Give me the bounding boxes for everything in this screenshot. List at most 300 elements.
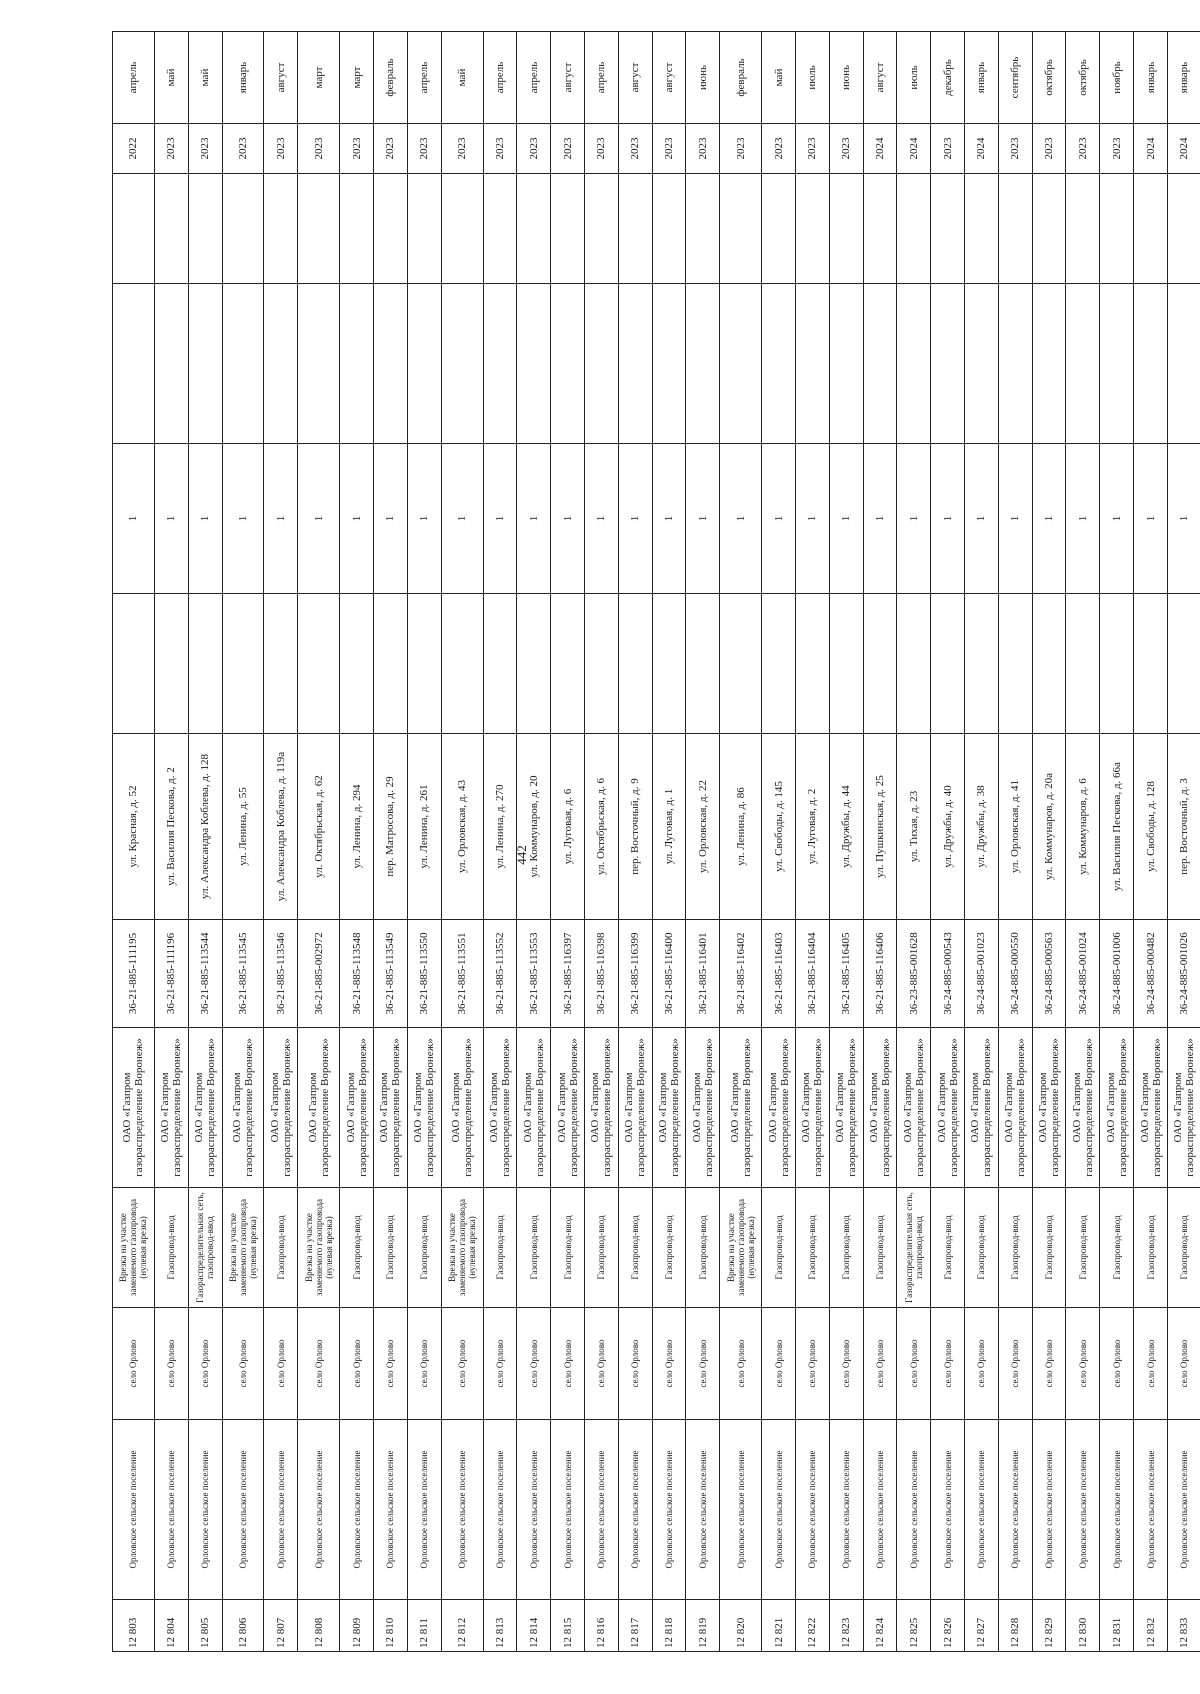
cell-object-type: Газопровод-ввод <box>863 1188 897 1308</box>
cell-number: 12 827 <box>965 1600 999 1652</box>
cell-month: август <box>652 32 686 124</box>
cell-object-type: Газопровод-ввод <box>686 1188 720 1308</box>
cell-owner: ОАО «Газпром газораспределение Воронеж» <box>340 1028 374 1188</box>
cell-empty <box>113 594 155 734</box>
cell-owner: ОАО «Газпром газораспределение Воронеж» <box>298 1028 340 1188</box>
cell-address: ул. Александра Коблева, д. 119а <box>264 734 298 920</box>
cell-empty <box>1100 594 1134 734</box>
cell-address: ул. Коммунаров, д. 6 <box>1066 734 1100 920</box>
cell-object-type: Газораспределительная сеть, газопровод-ввод <box>897 1188 931 1308</box>
cell-count: 1 <box>517 444 551 594</box>
cell-number: 12 819 <box>686 1600 720 1652</box>
cell-empty <box>483 594 517 734</box>
cell-empty <box>897 284 931 444</box>
cell-empty <box>298 594 340 734</box>
cell-village: село Орлово <box>931 1308 965 1420</box>
cell-empty <box>931 174 965 284</box>
cell-empty <box>652 594 686 734</box>
cell-month: июль <box>795 32 829 124</box>
cell-owner: ОАО «Газпром газораспределение Воронеж» <box>374 1028 408 1188</box>
table-row <box>762 32 796 1652</box>
cell-empty <box>720 284 762 444</box>
cell-month: март <box>340 32 374 124</box>
cell-empty <box>551 594 585 734</box>
cell-empty <box>965 284 999 444</box>
cell-settlement: Орловское сельское поселение <box>113 1420 155 1600</box>
cell-owner: ОАО «Газпром газораспределение Воронеж» <box>1167 1028 1200 1188</box>
cell-year: 2023 <box>1066 124 1100 174</box>
cell-year: 2023 <box>551 124 585 174</box>
cell-empty <box>652 174 686 284</box>
cell-settlement: Орловское сельское поселение <box>154 1420 188 1600</box>
cell-count: 1 <box>483 444 517 594</box>
cell-owner: ОАО «Газпром газораспределение Воронеж» <box>264 1028 298 1188</box>
gas-objects-table <box>112 31 1200 1652</box>
cell-empty <box>483 284 517 444</box>
cell-owner: ОАО «Газпром газораспределение Воронеж» <box>829 1028 863 1188</box>
cell-number: 12 808 <box>298 1600 340 1652</box>
cell-number: 12 822 <box>795 1600 829 1652</box>
cell-number: 12 806 <box>222 1600 264 1652</box>
cell-empty <box>407 594 441 734</box>
cell-object-type: Газопровод-ввод <box>762 1188 796 1308</box>
cell-address: ул. Свободы, д. 145 <box>762 734 796 920</box>
cell-settlement: Орловское сельское поселение <box>998 1420 1032 1600</box>
cell-owner: ОАО «Газпром газораспределение Воронеж» <box>1032 1028 1066 1188</box>
cell-owner: ОАО «Газпром газораспределение Воронеж» <box>113 1028 155 1188</box>
cell-month: апрель <box>517 32 551 124</box>
cell-empty <box>374 594 408 734</box>
cell-empty <box>188 174 222 284</box>
table-row <box>1100 32 1134 1652</box>
cell-village: село Орлово <box>720 1308 762 1420</box>
cell-owner: ОАО «Газпром газораспределение Воронеж» <box>551 1028 585 1188</box>
table-row <box>686 32 720 1652</box>
cell-object-type: Газопровод-ввод <box>931 1188 965 1308</box>
cell-count: 1 <box>1134 444 1168 594</box>
cell-object-type: Газопровод-ввод <box>795 1188 829 1308</box>
cell-empty <box>1066 594 1100 734</box>
cell-empty <box>686 594 720 734</box>
cell-village: село Орлово <box>374 1308 408 1420</box>
cell-address: ул. Пушкинская, д. 25 <box>863 734 897 920</box>
cell-cadastral-number: 36-24-885-000543 <box>931 920 965 1028</box>
cell-empty <box>897 594 931 734</box>
cell-count: 1 <box>829 444 863 594</box>
cell-count: 1 <box>407 444 441 594</box>
table-row <box>585 32 619 1652</box>
cell-empty <box>188 284 222 444</box>
cell-count: 1 <box>374 444 408 594</box>
table-row <box>113 32 155 1652</box>
cell-empty <box>154 284 188 444</box>
cell-address: ул. Орловская, д. 43 <box>441 734 483 920</box>
table-row <box>340 32 374 1652</box>
cell-cadastral-number: 36-24-885-001024 <box>1066 920 1100 1028</box>
cell-month: январь <box>965 32 999 124</box>
cell-empty <box>829 594 863 734</box>
cell-owner: ОАО «Газпром газораспределение Воронеж» <box>188 1028 222 1188</box>
table-row <box>1167 32 1200 1652</box>
cell-object-type: Газопровод-ввод <box>998 1188 1032 1308</box>
cell-settlement: Орловское сельское поселение <box>1134 1420 1168 1600</box>
cell-number: 12 824 <box>863 1600 897 1652</box>
cell-settlement: Орловское сельское поселение <box>551 1420 585 1600</box>
cell-village: село Орлово <box>264 1308 298 1420</box>
cell-address: ул. Октябрьская, д. 62 <box>298 734 340 920</box>
table-row <box>998 32 1032 1652</box>
cell-month: август <box>551 32 585 124</box>
cell-village: село Орлово <box>863 1308 897 1420</box>
cell-village: село Орлово <box>340 1308 374 1420</box>
table-row <box>407 32 441 1652</box>
cell-owner: ОАО «Газпром газораспределение Воронеж» <box>998 1028 1032 1188</box>
cell-number: 12 816 <box>585 1600 619 1652</box>
cell-year: 2023 <box>618 124 652 174</box>
cell-object-type: Газопровод-ввод <box>264 1188 298 1308</box>
cell-village: село Орлово <box>1100 1308 1134 1420</box>
cell-cadastral-number: 36-21-885-113550 <box>407 920 441 1028</box>
cell-owner: ОАО «Газпром газораспределение Воронеж» <box>686 1028 720 1188</box>
cell-object-type: Газопровод-ввод <box>1167 1188 1200 1308</box>
cell-settlement: Орловское сельское поселение <box>483 1420 517 1600</box>
cell-address: ул. Красная, д. 52 <box>113 734 155 920</box>
cell-empty <box>931 594 965 734</box>
cell-owner: ОАО «Газпром газораспределение Воронеж» <box>222 1028 264 1188</box>
cell-empty <box>340 284 374 444</box>
cell-village: село Орлово <box>407 1308 441 1420</box>
cell-address: ул. Луговая, д. 2 <box>795 734 829 920</box>
cell-month: май <box>154 32 188 124</box>
cell-cadastral-number: 36-24-885-000482 <box>1134 920 1168 1028</box>
cell-empty <box>374 284 408 444</box>
cell-month: октябрь <box>1066 32 1100 124</box>
cell-year: 2024 <box>863 124 897 174</box>
cell-owner: ОАО «Газпром газораспределение Воронеж» <box>652 1028 686 1188</box>
cell-owner: ОАО «Газпром газораспределение Воронеж» <box>897 1028 931 1188</box>
cell-empty <box>762 594 796 734</box>
cell-empty <box>1032 174 1066 284</box>
cell-year: 2023 <box>795 124 829 174</box>
cell-empty <box>931 284 965 444</box>
document-table-area <box>112 32 1200 1652</box>
cell-settlement: Орловское сельское поселение <box>340 1420 374 1600</box>
table-row <box>897 32 931 1652</box>
cell-owner: ОАО «Газпром газораспределение Воронеж» <box>762 1028 796 1188</box>
cell-year: 2024 <box>965 124 999 174</box>
cell-empty <box>686 174 720 284</box>
cell-number: 12 828 <box>998 1600 1032 1652</box>
cell-year: 2023 <box>585 124 619 174</box>
cell-month: январь <box>222 32 264 124</box>
cell-empty <box>154 174 188 284</box>
cell-empty <box>551 284 585 444</box>
cell-empty <box>720 594 762 734</box>
cell-year: 2023 <box>1100 124 1134 174</box>
cell-year: 2023 <box>686 124 720 174</box>
cell-number: 12 830 <box>1066 1600 1100 1652</box>
table-row <box>441 32 483 1652</box>
cell-count: 1 <box>795 444 829 594</box>
cell-settlement: Орловское сельское поселение <box>965 1420 999 1600</box>
cell-owner: ОАО «Газпром газораспределение Воронеж» <box>517 1028 551 1188</box>
cell-cadastral-number: 36-21-885-116402 <box>720 920 762 1028</box>
cell-cadastral-number: 36-21-885-113551 <box>441 920 483 1028</box>
cell-count: 1 <box>222 444 264 594</box>
cell-number: 12 814 <box>517 1600 551 1652</box>
table-row <box>829 32 863 1652</box>
cell-month: май <box>188 32 222 124</box>
cell-month: апрель <box>407 32 441 124</box>
cell-empty <box>1134 284 1168 444</box>
cell-owner: ОАО «Газпром газораспределение Воронеж» <box>863 1028 897 1188</box>
table-row <box>931 32 965 1652</box>
cell-month: июль <box>897 32 931 124</box>
cell-object-type: Врезка на участке заменяемого газопровода (нулевая врезка) <box>298 1188 340 1308</box>
cell-count: 1 <box>264 444 298 594</box>
cell-settlement: Орловское сельское поселение <box>374 1420 408 1600</box>
cell-number: 12 804 <box>154 1600 188 1652</box>
cell-address: ул. Луговая, д. 6 <box>551 734 585 920</box>
cell-month: июнь <box>686 32 720 124</box>
cell-address: ул. Коммунаров, д. 20 <box>517 734 551 920</box>
cell-year: 2023 <box>188 124 222 174</box>
cell-owner: ОАО «Газпром газораспределение Воронеж» <box>1100 1028 1134 1188</box>
cell-object-type: Газопровод-ввод <box>1100 1188 1134 1308</box>
cell-empty <box>585 174 619 284</box>
cell-address: ул. Ленина, д. 261 <box>407 734 441 920</box>
cell-month: апрель <box>483 32 517 124</box>
cell-object-type: Газопровод-ввод <box>1134 1188 1168 1308</box>
cell-year: 2023 <box>441 124 483 174</box>
cell-count: 1 <box>720 444 762 594</box>
cell-object-type: Врезка на участке заменяемого газопровода (нулевая врезка) <box>113 1188 155 1308</box>
cell-address: ул. Орловская, д. 41 <box>998 734 1032 920</box>
cell-count: 1 <box>298 444 340 594</box>
cell-owner: ОАО «Газпром газораспределение Воронеж» <box>1134 1028 1168 1188</box>
cell-year: 2023 <box>998 124 1032 174</box>
cell-address: пер. Матросова, д. 29 <box>374 734 408 920</box>
cell-object-type: Газопровод-ввод <box>618 1188 652 1308</box>
cell-empty <box>1100 284 1134 444</box>
cell-number: 12 812 <box>441 1600 483 1652</box>
cell-address: ул. Ленина, д. 55 <box>222 734 264 920</box>
cell-year: 2023 <box>483 124 517 174</box>
cell-number: 12 810 <box>374 1600 408 1652</box>
cell-empty <box>863 174 897 284</box>
cell-settlement: Орловское сельское поселение <box>264 1420 298 1600</box>
table-row <box>374 32 408 1652</box>
cell-number: 12 823 <box>829 1600 863 1652</box>
cell-month: сентябрь <box>998 32 1032 124</box>
cell-number: 12 809 <box>340 1600 374 1652</box>
cell-number: 12 815 <box>551 1600 585 1652</box>
cell-count: 1 <box>618 444 652 594</box>
cell-empty <box>154 594 188 734</box>
cell-object-type: Газопровод-ввод <box>483 1188 517 1308</box>
cell-number: 12 826 <box>931 1600 965 1652</box>
cell-cadastral-number: 36-21-885-116403 <box>762 920 796 1028</box>
cell-empty <box>652 284 686 444</box>
cell-cadastral-number: 36-21-885-116406 <box>863 920 897 1028</box>
cell-address: ул. Октябрьская, д. 6 <box>585 734 619 920</box>
cell-year: 2023 <box>154 124 188 174</box>
cell-object-type: Газопровод-ввод <box>407 1188 441 1308</box>
table-row <box>795 32 829 1652</box>
table-row <box>1032 32 1066 1652</box>
cell-count: 1 <box>1167 444 1200 594</box>
cell-empty <box>483 174 517 284</box>
cell-village: село Орлово <box>762 1308 796 1420</box>
cell-number: 12 821 <box>762 1600 796 1652</box>
table-row <box>1134 32 1168 1652</box>
cell-settlement: Орловское сельское поселение <box>1167 1420 1200 1600</box>
cell-empty <box>441 174 483 284</box>
cell-village: село Орлово <box>113 1308 155 1420</box>
cell-object-type: Газопровод-ввод <box>551 1188 585 1308</box>
cell-settlement: Орловское сельское поселение <box>652 1420 686 1600</box>
cell-cadastral-number: 36-21-885-111196 <box>154 920 188 1028</box>
cell-year: 2024 <box>897 124 931 174</box>
cell-settlement: Орловское сельское поселение <box>762 1420 796 1600</box>
cell-settlement: Орловское сельское поселение <box>829 1420 863 1600</box>
cell-cadastral-number: 36-21-885-116405 <box>829 920 863 1028</box>
cell-number: 12 813 <box>483 1600 517 1652</box>
cell-empty <box>829 174 863 284</box>
table-row <box>188 32 222 1652</box>
cell-empty <box>517 284 551 444</box>
cell-address: ул. Дружбы, д. 44 <box>829 734 863 920</box>
cell-village: село Орлово <box>1032 1308 1066 1420</box>
cell-cadastral-number: 36-21-885-116400 <box>652 920 686 1028</box>
cell-settlement: Орловское сельское поселение <box>222 1420 264 1600</box>
cell-empty <box>1134 174 1168 284</box>
table-row <box>965 32 999 1652</box>
cell-cadastral-number: 36-21-885-111195 <box>113 920 155 1028</box>
cell-year: 2023 <box>931 124 965 174</box>
cell-count: 1 <box>931 444 965 594</box>
cell-settlement: Орловское сельское поселение <box>720 1420 762 1600</box>
cell-village: село Орлово <box>1066 1308 1100 1420</box>
cell-month: апрель <box>585 32 619 124</box>
cell-month: май <box>441 32 483 124</box>
cell-count: 1 <box>652 444 686 594</box>
cell-cadastral-number: 36-23-885-001628 <box>897 920 931 1028</box>
cell-empty <box>441 284 483 444</box>
cell-village: село Орлово <box>441 1308 483 1420</box>
cell-object-type: Газопровод-ввод <box>517 1188 551 1308</box>
cell-count: 1 <box>1032 444 1066 594</box>
cell-month: июнь <box>829 32 863 124</box>
cell-year: 2022 <box>113 124 155 174</box>
cell-cadastral-number: 36-21-885-113545 <box>222 920 264 1028</box>
cell-settlement: Орловское сельское поселение <box>441 1420 483 1600</box>
cell-month: декабрь <box>931 32 965 124</box>
cell-empty <box>965 174 999 284</box>
table-row <box>618 32 652 1652</box>
cell-empty <box>222 284 264 444</box>
cell-empty <box>1167 174 1200 284</box>
cell-object-type: Газопровод-ввод <box>374 1188 408 1308</box>
cell-settlement: Орловское сельское поселение <box>618 1420 652 1600</box>
cell-cadastral-number: 36-24-885-001006 <box>1100 920 1134 1028</box>
cell-village: село Орлово <box>1167 1308 1200 1420</box>
cell-empty <box>222 594 264 734</box>
cell-empty <box>407 174 441 284</box>
cell-year: 2023 <box>652 124 686 174</box>
cell-settlement: Орловское сельское поселение <box>686 1420 720 1600</box>
cell-year: 2023 <box>720 124 762 174</box>
table-row <box>264 32 298 1652</box>
cell-cadastral-number: 36-21-885-116404 <box>795 920 829 1028</box>
cell-year: 2023 <box>762 124 796 174</box>
cell-count: 1 <box>897 444 931 594</box>
cell-empty <box>1167 284 1200 444</box>
cell-empty <box>298 284 340 444</box>
cell-empty <box>1032 594 1066 734</box>
cell-number: 12 829 <box>1032 1600 1066 1652</box>
table-row <box>222 32 264 1652</box>
cell-month: январь <box>1134 32 1168 124</box>
cell-month: октябрь <box>1032 32 1066 124</box>
cell-village: село Орлово <box>998 1308 1032 1420</box>
cell-cadastral-number: 36-21-885-113553 <box>517 920 551 1028</box>
cell-month: январь <box>1167 32 1200 124</box>
cell-village: село Орлово <box>897 1308 931 1420</box>
cell-empty <box>762 284 796 444</box>
cell-village: село Орлово <box>965 1308 999 1420</box>
cell-empty <box>1134 594 1168 734</box>
cell-object-type: Газопровод-ввод <box>154 1188 188 1308</box>
cell-cadastral-number: 36-21-885-113549 <box>374 920 408 1028</box>
cell-empty <box>998 284 1032 444</box>
cell-empty <box>1032 284 1066 444</box>
cell-count: 1 <box>998 444 1032 594</box>
cell-count: 1 <box>113 444 155 594</box>
cell-cadastral-number: 36-24-885-001026 <box>1167 920 1200 1028</box>
cell-empty <box>998 174 1032 284</box>
cell-settlement: Орловское сельское поселение <box>585 1420 619 1600</box>
cell-number: 12 803 <box>113 1600 155 1652</box>
cell-village: село Орлово <box>188 1308 222 1420</box>
cell-cadastral-number: 36-21-885-002972 <box>298 920 340 1028</box>
cell-empty <box>618 284 652 444</box>
cell-settlement: Орловское сельское поселение <box>863 1420 897 1600</box>
cell-cadastral-number: 36-24-885-001023 <box>965 920 999 1028</box>
cell-number: 12 833 <box>1167 1600 1200 1652</box>
table-body <box>113 32 1200 1652</box>
cell-village: село Орлово <box>222 1308 264 1420</box>
cell-count: 1 <box>863 444 897 594</box>
cell-village: село Орлово <box>154 1308 188 1420</box>
cell-empty <box>618 174 652 284</box>
cell-month: август <box>264 32 298 124</box>
cell-object-type: Газопровод-ввод <box>965 1188 999 1308</box>
cell-owner: ОАО «Газпром газораспределение Воронеж» <box>585 1028 619 1188</box>
cell-count: 1 <box>1100 444 1134 594</box>
cell-village: село Орлово <box>298 1308 340 1420</box>
cell-owner: ОАО «Газпром газораспределение Воронеж» <box>720 1028 762 1188</box>
cell-cadastral-number: 36-24-885-000563 <box>1032 920 1066 1028</box>
cell-empty <box>762 174 796 284</box>
cell-settlement: Орловское сельское поселение <box>795 1420 829 1600</box>
table-row <box>517 32 551 1652</box>
cell-empty <box>863 284 897 444</box>
cell-owner: ОАО «Газпром газораспределение Воронеж» <box>618 1028 652 1188</box>
cell-empty <box>795 594 829 734</box>
cell-settlement: Орловское сельское поселение <box>298 1420 340 1600</box>
cell-empty <box>897 174 931 284</box>
